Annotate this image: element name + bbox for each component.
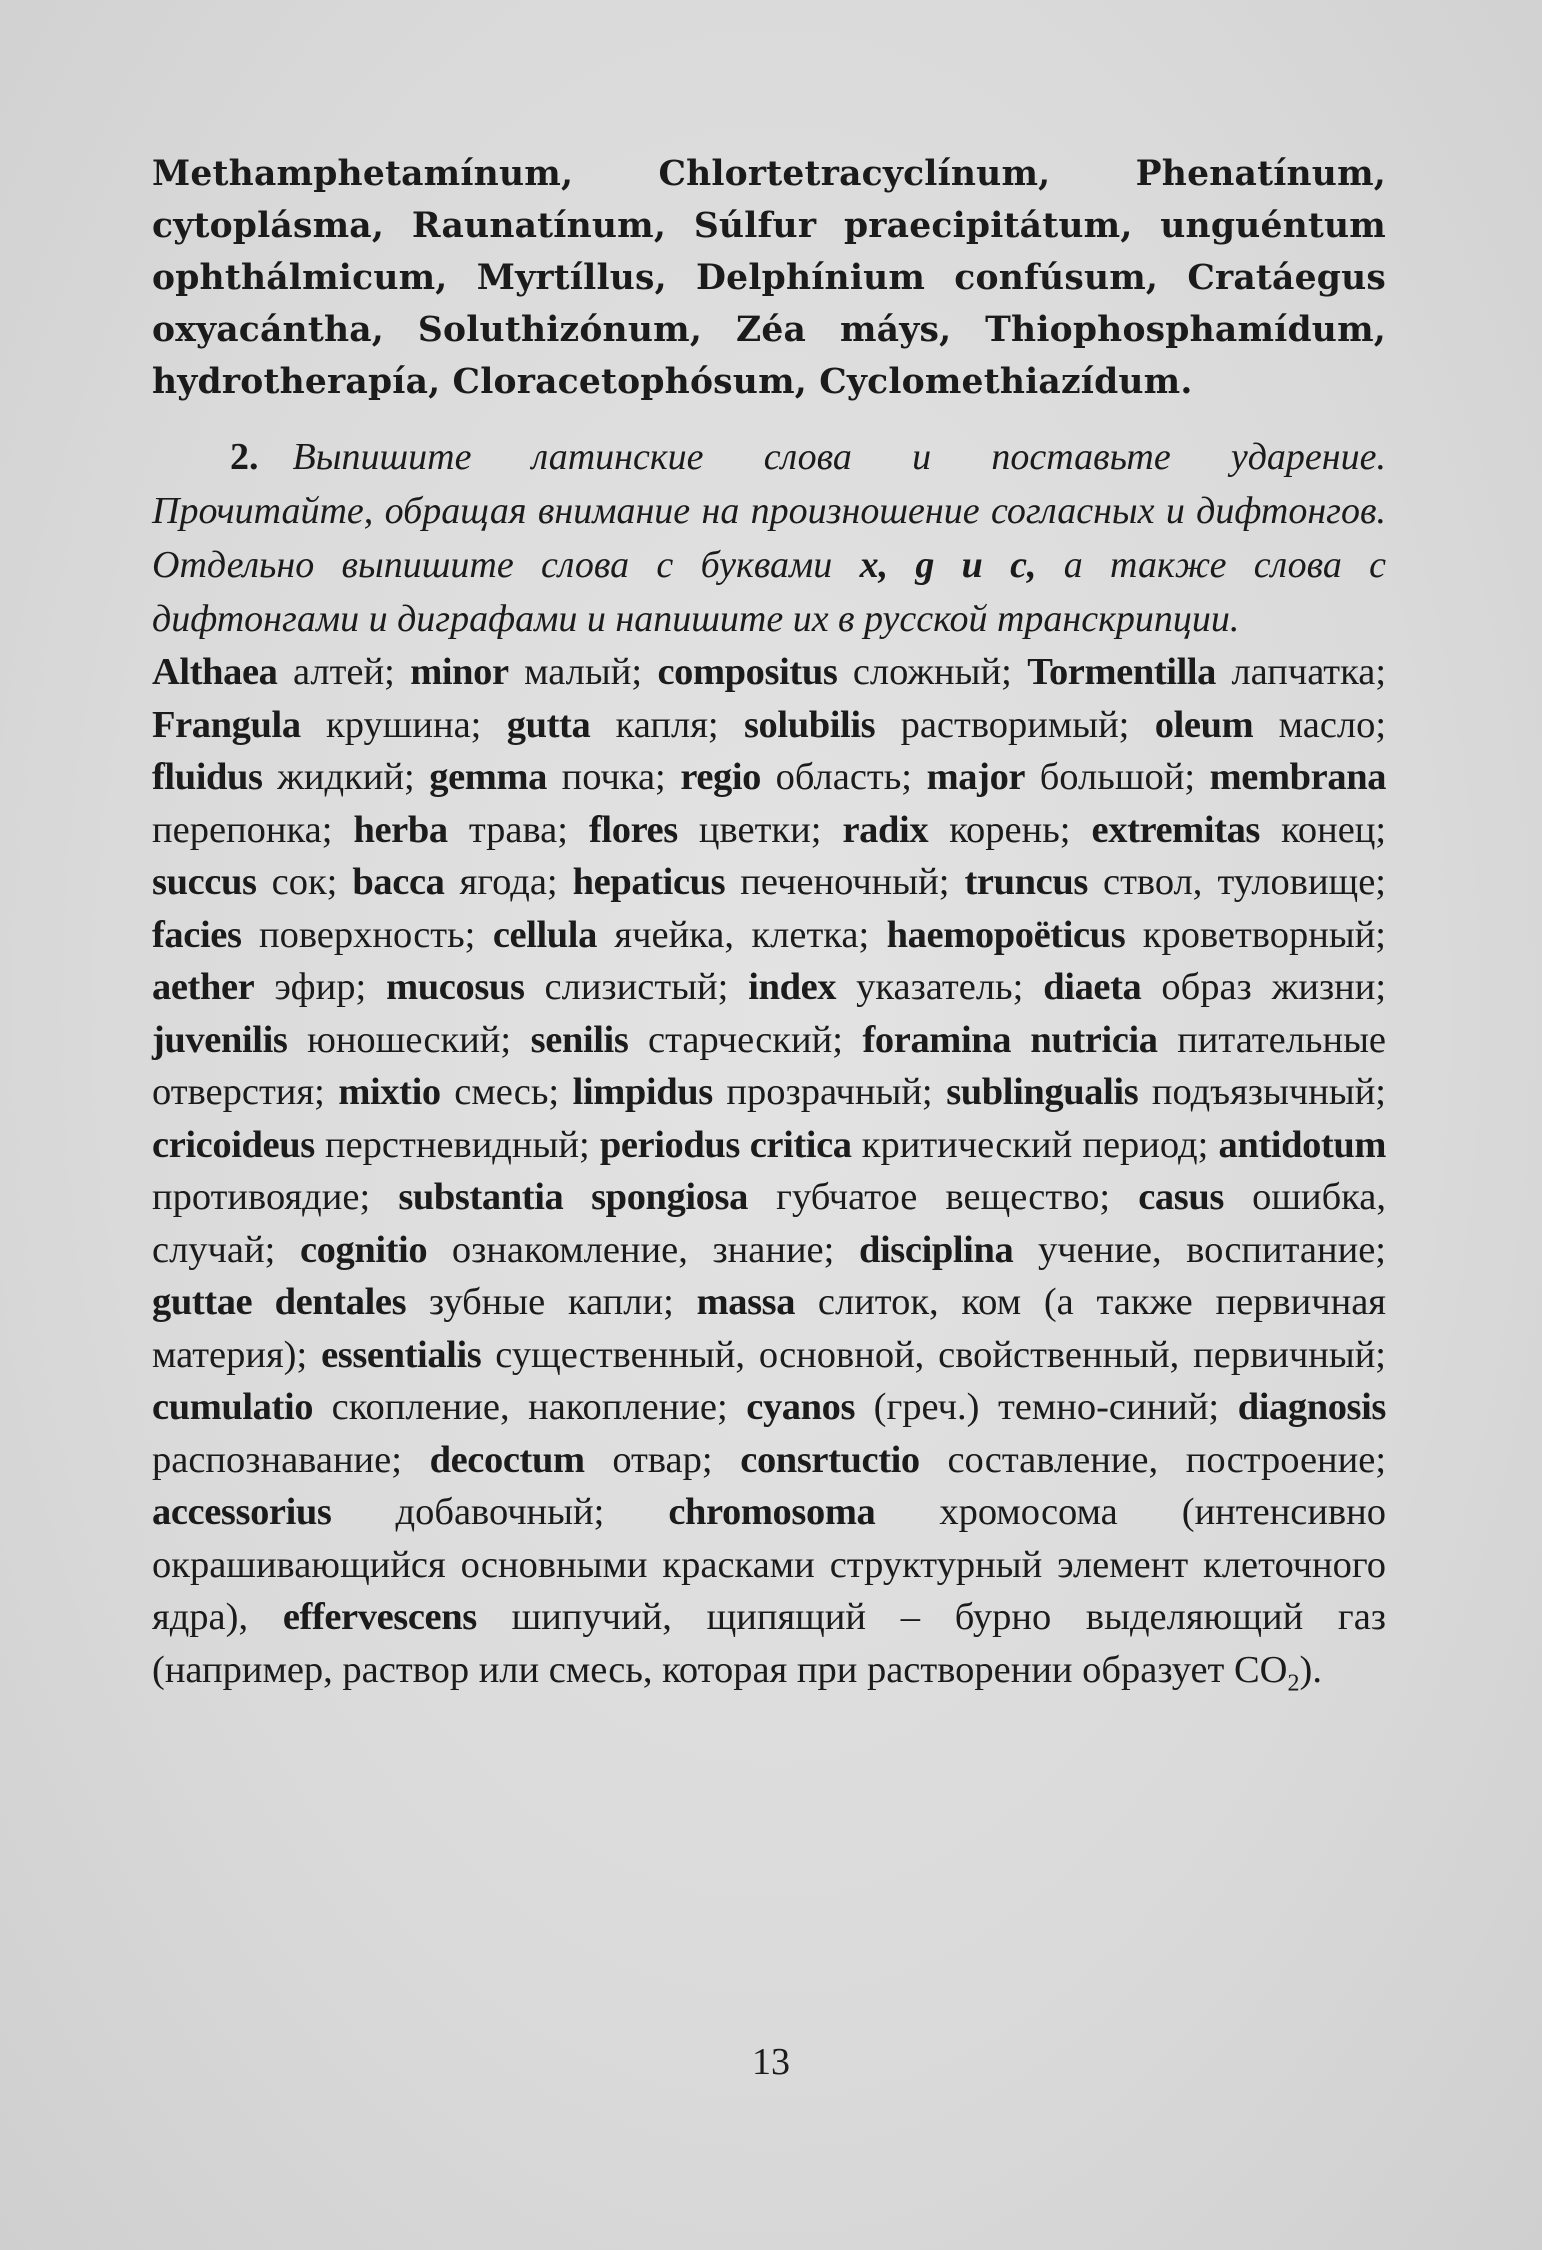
translation: прозрачный; bbox=[726, 1071, 933, 1113]
latin-word: gemma bbox=[429, 756, 547, 798]
latin-word: facies bbox=[152, 913, 242, 956]
translation: малый; bbox=[524, 651, 643, 693]
translation: крушина; bbox=[326, 703, 482, 746]
translation: алтей; bbox=[292, 651, 395, 693]
translation: лапчатка; bbox=[1231, 651, 1387, 693]
subscript: 2 bbox=[1287, 1670, 1300, 1697]
translation: слизистый; bbox=[544, 966, 729, 1008]
exercise-number: 2. bbox=[230, 436, 259, 478]
latin-word: chromosoma bbox=[668, 1491, 876, 1533]
latin-word: cumulatio bbox=[152, 1386, 314, 1428]
page-number: 13 bbox=[752, 2041, 790, 2083]
translation: слиток, ком (а также первичная материя); bbox=[152, 1281, 1387, 1376]
latin-word: membrana bbox=[1209, 756, 1387, 798]
latin-word: Althaea bbox=[152, 651, 278, 693]
latin-word: extremitas bbox=[1091, 808, 1261, 851]
translation: ягода; bbox=[459, 861, 558, 903]
translation: масло; bbox=[1278, 703, 1387, 746]
latin-word: index bbox=[748, 966, 837, 1008]
latin-word: diagnosis bbox=[1237, 1386, 1387, 1428]
latin-word: hepaticus bbox=[572, 861, 726, 903]
translation: добавочный; bbox=[395, 1491, 605, 1533]
translation: большой; bbox=[1039, 756, 1196, 798]
latin-word: antidotum bbox=[1218, 1123, 1387, 1166]
latin-word: Frangula bbox=[152, 703, 301, 746]
latin-word: minor bbox=[410, 651, 509, 693]
latin-word: oleum bbox=[1154, 703, 1254, 746]
exercise-2 bbox=[152, 430, 1386, 646]
latin-word: regio bbox=[680, 756, 762, 798]
exercise-letters: x, g и c, bbox=[859, 544, 1037, 586]
translation: жидкий; bbox=[277, 756, 415, 798]
latin-word: Tormentilla bbox=[1027, 651, 1217, 693]
translation: подъязычный; bbox=[1151, 1071, 1387, 1113]
translation: образ жизни; bbox=[1161, 966, 1387, 1008]
translation: корень; bbox=[949, 808, 1071, 851]
exercise-text-a: Прочитайте, обращая внимание на произношение согласных и дифтонгов. Отдельно выпишите слова с буквами bbox=[152, 490, 1386, 586]
latin-word: diaeta bbox=[1043, 966, 1142, 1008]
latin-word: limpidus bbox=[572, 1071, 713, 1113]
translation: область; bbox=[775, 756, 913, 798]
translation: противоядие; bbox=[152, 1176, 371, 1218]
latin-word: sublingualis bbox=[946, 1071, 1139, 1113]
latin-word: effervescens bbox=[282, 1596, 477, 1638]
translation: составление, построение; bbox=[947, 1438, 1387, 1481]
latin-word: haemopoëticus bbox=[886, 913, 1126, 956]
exercise-text-b: а также слова с дифтонгами и диграфами и напишите их в русской транскрипции. bbox=[152, 544, 1387, 640]
translation: ошибка, случай; bbox=[152, 1176, 1387, 1271]
latin-word: fluidus bbox=[152, 756, 263, 798]
translation: отвар; bbox=[612, 1438, 713, 1481]
closing-punctuation: ). bbox=[1299, 1648, 1322, 1691]
translation: скопление, накопление; bbox=[331, 1386, 728, 1428]
latin-word: cognitio bbox=[299, 1228, 428, 1271]
latin-word: casus bbox=[1138, 1176, 1224, 1218]
translation: учение, воспитание; bbox=[1037, 1228, 1386, 1271]
translation: ствол, туловище; bbox=[1102, 861, 1386, 903]
latin-word: aether bbox=[152, 966, 255, 1008]
translation: смесь; bbox=[454, 1071, 560, 1113]
translation: существенный, основной, свойственный, первичный; bbox=[495, 1333, 1387, 1376]
translation: (греч.) темно-синий; bbox=[873, 1386, 1220, 1428]
latin-word: substantia spongiosa bbox=[398, 1176, 748, 1218]
translation: зубные капли; bbox=[428, 1281, 674, 1323]
translation: ознакомление, знание; bbox=[451, 1228, 835, 1271]
translation: эфир; bbox=[274, 966, 367, 1008]
latin-word: truncus bbox=[964, 861, 1088, 903]
latin-word: gutta bbox=[506, 703, 591, 746]
latin-word: cellula bbox=[492, 913, 597, 956]
latin-word: bacca bbox=[352, 861, 445, 903]
latin-word: senilis bbox=[530, 1018, 629, 1061]
latin-word: herba bbox=[353, 808, 448, 851]
translation: сок; bbox=[271, 861, 338, 903]
translation: почка; bbox=[561, 756, 666, 798]
translation: питательные отверстия; bbox=[152, 1018, 1387, 1113]
translation: кроветворный; bbox=[1142, 913, 1386, 956]
translation: распознавание; bbox=[152, 1438, 402, 1481]
translation: сложный; bbox=[852, 651, 1012, 693]
translation: трава; bbox=[468, 808, 568, 851]
translation: печеночный; bbox=[740, 861, 950, 903]
latin-word: guttae dentales bbox=[152, 1281, 407, 1323]
translation: капля; bbox=[615, 703, 719, 746]
vocabulary-list bbox=[152, 646, 1386, 1696]
latin-word: mixtio bbox=[338, 1071, 441, 1113]
translation: конец; bbox=[1281, 808, 1387, 851]
translation: указатель; bbox=[856, 966, 1024, 1008]
translation: поверхность; bbox=[258, 913, 476, 956]
translation: растворимый; bbox=[900, 703, 1130, 746]
latin-word: essentialis bbox=[321, 1333, 482, 1376]
latin-word: foramina nutricia bbox=[862, 1018, 1158, 1061]
latin-word: compositus bbox=[657, 651, 838, 693]
latin-word: succus bbox=[152, 861, 257, 903]
translation: губчатое вещество; bbox=[776, 1176, 1111, 1218]
translation: ячейка, клетка; bbox=[614, 913, 870, 956]
latin-word: periodus critica bbox=[599, 1123, 852, 1166]
latin-word: accessorius bbox=[152, 1491, 332, 1533]
latin-word: consrtuctio bbox=[740, 1438, 920, 1481]
translation: юношеский; bbox=[307, 1018, 512, 1061]
exercise-first-line bbox=[152, 430, 1386, 484]
translation: хромосома (интенсивно окрашивающийся основными красками структурный элемент клеточного ядра), bbox=[152, 1491, 1387, 1638]
latin-word: flores bbox=[589, 808, 678, 851]
translation: перстневидный; bbox=[324, 1123, 590, 1166]
latin-word: mucosus bbox=[386, 966, 525, 1008]
latin-word: cyanos bbox=[746, 1386, 856, 1428]
latin-word: massa bbox=[696, 1281, 796, 1323]
translation: критический период; bbox=[861, 1123, 1209, 1166]
latin-word: major bbox=[926, 756, 1026, 798]
latin-terms-list: Methamphetamínum, Chlortetracyclínum, Phenatínum, cytoplásma, Raunatínum, Súlfur praecipitátum, unguéntum ophthálmicum, Myrtíllus, Delphínium confúsum, Cratáegus oxyacántha, Soluthizónum, Zéa máys, Thiophosphamídum, hydrotherapía, Cloracetophósum, Cyclomethiazídum. bbox=[152, 154, 1386, 402]
translation: цветки; bbox=[698, 808, 822, 851]
latin-word: solubilis bbox=[743, 703, 876, 746]
translation: шипучий, щипящий – бурно выделяющий газ (например, раствор или смесь, которая при растворении образует CO bbox=[152, 1596, 1386, 1691]
latin-word: decoctum bbox=[429, 1438, 585, 1481]
latin-word: radix bbox=[842, 808, 929, 851]
exercise-instruction: Выпишите латинские слова и поставьте ударение. bbox=[292, 436, 1386, 478]
latin-word: cricoideus bbox=[152, 1123, 315, 1166]
latin-word: disciplina bbox=[858, 1228, 1014, 1271]
translation: перепонка; bbox=[152, 808, 333, 851]
page-content bbox=[152, 148, 1386, 1696]
translation: старческий; bbox=[648, 1018, 843, 1061]
latin-word: juvenilis bbox=[152, 1018, 288, 1061]
